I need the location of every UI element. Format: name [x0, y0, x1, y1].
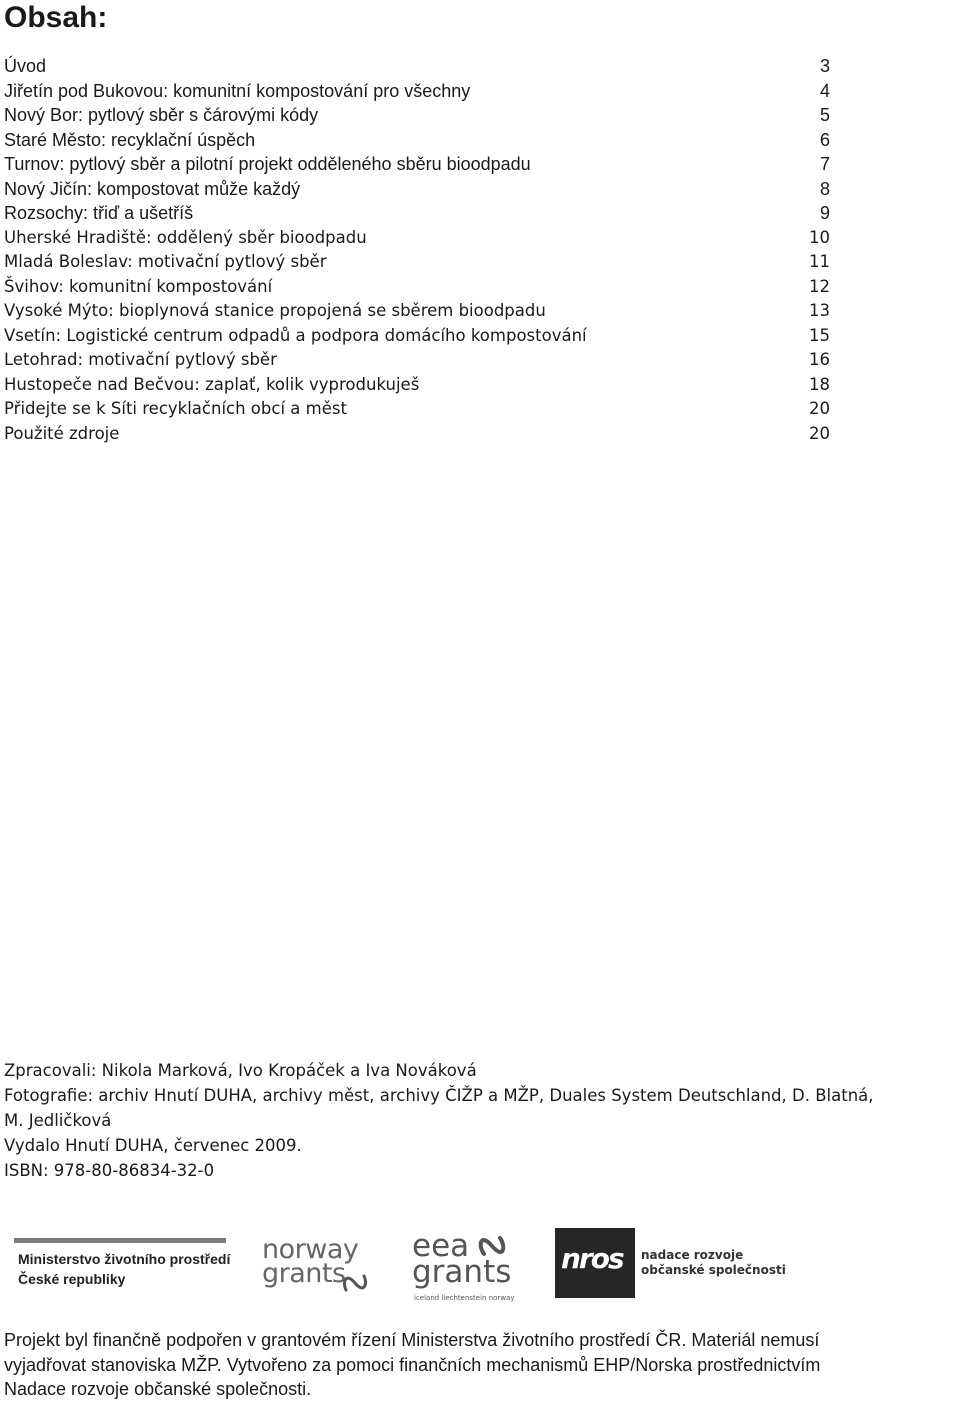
- toc-entry-page: 4: [819, 80, 830, 101]
- mzp-logo-line1: Ministerstvo životního prostředí: [18, 1251, 231, 1267]
- toc-entry: [4, 250, 830, 275]
- funding-line: vyjadřovat stanoviska MŽP. Vytvořeno za pomoci finančních mechanismů EHP/Norska prostřednictvím: [4, 1354, 821, 1375]
- credits-photos-continued: M. Jedličková: [4, 1111, 112, 1130]
- credits: [4, 1058, 960, 1183]
- toc-entry-page: 8: [819, 178, 830, 199]
- funding-line: Nadace rozvoje občanské společnosti.: [4, 1379, 312, 1399]
- credits-photos: Fotografie: archiv Hnutí DUHA, archivy měst, archivy ČIŽP a MŽP, Duales System Deutschland, D. Blatná,: [4, 1086, 874, 1105]
- toc-entry-page: 10: [809, 227, 830, 247]
- eea-grants-logo-word2: grants: [412, 1254, 512, 1290]
- toc-entry-label: Letohrad: motivační pytlový sběr: [4, 350, 277, 369]
- toc-entry-page: 18: [809, 374, 830, 394]
- norway-grants-logo-word2: grants: [262, 1258, 346, 1289]
- funding-statement: [4, 1328, 960, 1402]
- norway-grants-logo-word1: norway: [262, 1234, 359, 1265]
- eea-grants-logo-word1: eea: [412, 1228, 470, 1264]
- toc-entry-page: 13: [809, 301, 830, 320]
- toc-entry-label: Mladá Boleslav: motivační pytlový sběr: [4, 252, 327, 271]
- toc-entry-page: 12: [809, 276, 830, 296]
- toc-entry-page: 7: [819, 154, 830, 174]
- eea-grants-logo: [412, 1226, 515, 1310]
- toc-entry-page: 16: [809, 350, 830, 369]
- toc-entry-page: 20: [809, 423, 830, 443]
- sponsor-logos: [0, 1220, 960, 1310]
- mzp-logo-line2: České republiky: [18, 1271, 126, 1287]
- mzp-logo-bar: [14, 1238, 226, 1243]
- toc-entry-label: Staré Město: recyklační úspěch: [4, 129, 256, 150]
- toc-entry-label: Hustopeče nad Bečvou: zaplať, kolik vyprodukuješ: [4, 374, 420, 394]
- toc-entry-page: 9: [819, 203, 830, 223]
- nros-logo-mark-text: nros: [561, 1242, 623, 1275]
- funding-line: Projekt byl finančně podpořen v grantovém řízení Ministerstva životního prostředí ČR. Materiál nemusí: [4, 1330, 820, 1350]
- mzp-logo: [14, 1238, 231, 1294]
- toc-entry-label: Jiřetín pod Bukovou: komunitní kompostování pro všechny: [4, 80, 471, 101]
- toc-entry-page: 6: [819, 129, 830, 150]
- toc-entry-page: 20: [809, 399, 830, 418]
- nros-logo-text: [641, 1248, 786, 1278]
- toc-entry-label: Nový Jičín: kompostovat může každý: [4, 178, 301, 199]
- credits-publisher: Vydalo Hnutí DUHA, červenec 2009.: [4, 1136, 302, 1155]
- toc-entry-label: Přidejte se k Síti recyklačních obcí a měst: [4, 399, 347, 418]
- toc-entry-page: 15: [809, 325, 830, 345]
- credits-isbn: ISBN: 978-80-86834-32-0: [4, 1161, 215, 1180]
- toc-entry: [4, 373, 830, 398]
- toc-entry: [4, 54, 830, 79]
- toc-entry: [4, 422, 830, 447]
- toc-entry: [4, 299, 830, 324]
- eea-grants-logo-tagline: iceland liechtenstein norway: [414, 1294, 515, 1302]
- toc-entry-label: Nový Bor: pytlový sběr s čárovými kódy: [4, 105, 319, 125]
- toc-entry: [4, 324, 830, 349]
- nros-logo-line2: občanské společnosti: [641, 1263, 786, 1277]
- credits-authors: Zpracovali: Nikola Marková, Ivo Kropáček a Iva Nováková: [4, 1061, 477, 1080]
- toc-entry: [4, 226, 830, 251]
- toc-entry: [4, 177, 830, 202]
- toc-entry: [4, 79, 830, 104]
- page-title: Obsah:: [4, 1, 108, 34]
- nros-logo-mark: [555, 1228, 635, 1298]
- norway-grants-logo: [262, 1236, 374, 1302]
- toc-entry-label: Vsetín: Logistické centrum odpadů a podpora domácího kompostování: [4, 325, 587, 345]
- toc-entry: [4, 348, 830, 373]
- propeller-icon: [474, 1226, 510, 1266]
- toc-entry: [4, 152, 830, 177]
- toc-entry-label: Úvod: [4, 56, 47, 76]
- toc-entry-label: Použité zdroje: [4, 423, 120, 443]
- toc-entry: [4, 201, 830, 226]
- toc-entry-label: Uherské Hradiště: oddělený sběr bioodpadu: [4, 227, 367, 247]
- toc-entry: [4, 128, 830, 153]
- table-of-contents: [4, 54, 830, 446]
- toc-entry: [4, 275, 830, 300]
- toc-entry-label: Rozsochy: třiď a ušetříš: [4, 203, 194, 223]
- nros-logo-line1: nadace rozvoje: [641, 1248, 744, 1262]
- propeller-icon: [340, 1268, 370, 1298]
- toc-entry: [4, 397, 830, 422]
- toc-entry-label: Vysoké Mýto: bioplynová stanice propojená se sběrem bioodpadu: [4, 301, 546, 320]
- toc-entry: [4, 103, 830, 128]
- toc-entry-page: 11: [809, 252, 830, 271]
- toc-entry-label: Švihov: komunitní kompostování: [4, 276, 273, 296]
- toc-entry-page: 5: [819, 105, 830, 125]
- toc-entry-label: Turnov: pytlový sběr a pilotní projekt odděleného sběru bioodpadu: [4, 154, 531, 174]
- toc-entry-page: 3: [819, 56, 830, 76]
